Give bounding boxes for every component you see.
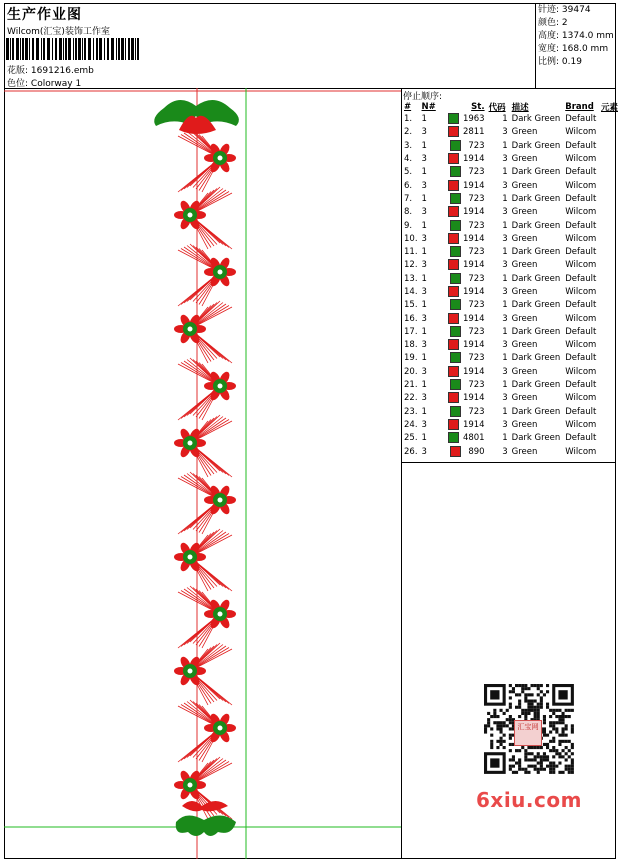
row-index: 24.: [404, 419, 418, 430]
color-swatch: [450, 406, 461, 417]
color-swatch: [448, 206, 459, 217]
brand: Default: [565, 300, 597, 311]
description: Dark Green: [511, 353, 561, 364]
element: [599, 140, 620, 153]
colorway-label: 色位:: [7, 79, 29, 89]
needle-number: 3: [421, 446, 427, 457]
element: [599, 246, 620, 259]
description: Dark Green: [511, 193, 561, 204]
color-swatch: [448, 313, 459, 324]
stitch-count: 723: [446, 406, 487, 419]
thread-code: 1: [502, 247, 508, 258]
stitch-count: 1914: [446, 419, 487, 432]
thread-code: 1: [502, 406, 508, 417]
element: [599, 326, 620, 339]
table-row: [402, 406, 620, 419]
info-stitches: 针迹: 39474: [538, 5, 591, 15]
info-colors: 颜色: 2: [538, 18, 568, 28]
element: [599, 206, 620, 219]
stitch-count: 1914: [446, 392, 487, 405]
needle-number: 1: [421, 220, 427, 231]
element: [599, 113, 620, 126]
thread-code: 1: [502, 433, 508, 444]
brand: Default: [565, 326, 597, 337]
table-row: [402, 153, 620, 166]
thread-code: 3: [502, 446, 508, 457]
element: [599, 392, 620, 405]
pattern-file: [7, 63, 94, 76]
description: Dark Green: [511, 273, 561, 284]
brand: Wilcom: [565, 207, 597, 218]
thread-code: 3: [502, 154, 508, 165]
needle-number: 1: [421, 193, 427, 204]
description: Green: [511, 233, 538, 244]
needle-number: 1: [421, 300, 427, 311]
table-row: [402, 339, 620, 352]
description: Dark Green: [511, 433, 561, 444]
thread-code: 3: [502, 260, 508, 271]
thread-code: 1: [502, 273, 508, 284]
description: Green: [511, 287, 538, 297]
table-row: [402, 326, 620, 339]
info-divider: [535, 3, 536, 88]
brand: Wilcom: [565, 340, 597, 351]
element: [599, 193, 620, 206]
row-index: 21.: [404, 380, 418, 391]
element: [599, 445, 620, 458]
element: [599, 406, 620, 419]
barcode: [6, 38, 142, 60]
table-row: [402, 166, 620, 179]
thread-code: 3: [502, 419, 508, 430]
description: Dark Green: [511, 300, 561, 311]
stitch-count: 723: [446, 166, 487, 179]
table-row: [402, 352, 620, 365]
row-index: 17.: [404, 326, 418, 337]
row-index: 15.: [404, 300, 418, 311]
needle-number: 1: [421, 140, 427, 151]
color-swatch: [450, 379, 461, 390]
brand: Wilcom: [565, 419, 597, 430]
stitch-count: 723: [446, 352, 487, 365]
color-swatch: [448, 113, 459, 124]
element: [599, 339, 620, 352]
element: [599, 312, 620, 325]
element: [599, 432, 620, 445]
description: Green: [511, 366, 538, 377]
needle-number: 1: [421, 167, 427, 178]
row-index: 20.: [404, 366, 418, 377]
color-swatch: [450, 299, 461, 310]
stitch-count: 1914: [446, 179, 487, 192]
row-index: 16.: [404, 313, 418, 324]
row-index: 14.: [404, 287, 418, 297]
needle-number: 3: [421, 233, 427, 244]
needle-number: 3: [421, 393, 427, 404]
thread-code: 3: [502, 233, 508, 244]
row-index: 11.: [404, 247, 418, 258]
brand: Default: [565, 167, 597, 178]
table-row: [402, 299, 620, 312]
needle-number: 3: [421, 127, 427, 138]
info-box: [538, 4, 614, 69]
table-row: [402, 246, 620, 259]
table-row: [402, 392, 620, 405]
description: Green: [511, 446, 538, 457]
element: [599, 419, 620, 432]
table-row: [402, 140, 620, 153]
brand: Default: [565, 433, 597, 444]
stitch-count: 723: [446, 193, 487, 206]
element: [599, 126, 620, 139]
color-swatch: [450, 326, 461, 337]
brand: Wilcom: [565, 366, 597, 377]
stop-sequence-heading: 停止顺序:: [403, 92, 443, 102]
needle-number: 3: [421, 154, 427, 165]
thread-code: 1: [502, 353, 508, 364]
row-index: 25.: [404, 433, 418, 444]
brand: Wilcom: [565, 313, 597, 324]
thread-code: 3: [502, 207, 508, 218]
color-swatch: [448, 126, 459, 137]
stitch-count: 723: [446, 219, 487, 232]
description: Green: [511, 207, 538, 218]
needle-number: 1: [421, 380, 427, 391]
stitch-count: 2811: [446, 126, 487, 139]
brand: Wilcom: [565, 180, 597, 191]
brand: Default: [565, 193, 597, 204]
color-swatch: [448, 286, 459, 297]
company-name: Wilcom(汇宝)装饰工作室: [7, 27, 110, 37]
element: [599, 219, 620, 232]
brand: Default: [565, 114, 597, 125]
thread-code: 3: [502, 127, 508, 138]
needle-number: 3: [421, 366, 427, 377]
element: [599, 366, 620, 379]
table-row: [402, 432, 620, 445]
color-swatch: [450, 446, 461, 457]
row-index: 6.: [404, 180, 413, 191]
stitch-count: 1914: [446, 153, 487, 166]
table-row: [402, 379, 620, 392]
colorway-value: Colorway 1: [30, 79, 82, 89]
brand: Wilcom: [565, 127, 597, 138]
element: [599, 379, 620, 392]
description: Dark Green: [511, 380, 561, 391]
thread-code: 1: [502, 114, 508, 125]
stitch-count: 890: [446, 445, 487, 458]
description: Green: [511, 260, 538, 271]
needle-number: 3: [421, 340, 427, 351]
description: Green: [511, 340, 538, 351]
brand: Wilcom: [565, 233, 597, 244]
brand: Wilcom: [565, 260, 597, 271]
color-swatch: [450, 166, 461, 177]
color-swatch: [448, 419, 459, 430]
stitch-count: 723: [446, 299, 487, 312]
color-swatch: [448, 259, 459, 270]
description: Dark Green: [511, 247, 561, 258]
element: [599, 179, 620, 192]
row-index: 13.: [404, 273, 418, 284]
thread-code: 1: [502, 380, 508, 391]
thread-code: 3: [502, 366, 508, 377]
stitch-count: 1914: [446, 312, 487, 325]
brand: Default: [565, 273, 597, 284]
needle-number: 3: [421, 313, 427, 324]
table-row: [402, 233, 620, 246]
row-index: 18.: [404, 340, 418, 351]
brand: Wilcom: [565, 393, 597, 404]
color-swatch: [448, 432, 459, 443]
description: Dark Green: [511, 140, 561, 151]
color-swatch: [448, 180, 459, 191]
color-swatch: [450, 352, 461, 363]
brand: Default: [565, 247, 597, 258]
qr-badge: 汇宝网: [514, 720, 542, 746]
needle-number: 1: [421, 247, 427, 258]
table-row: [402, 366, 620, 379]
thread-code: 1: [502, 220, 508, 231]
table-row: [402, 286, 620, 299]
thread-code: 1: [502, 300, 508, 311]
color-swatch: [450, 193, 461, 204]
row-index: 19.: [404, 353, 418, 364]
brand: Default: [565, 406, 597, 417]
watermark-logo: 6xiu.com: [476, 788, 582, 812]
row-index: 8.: [404, 207, 413, 218]
color-swatch: [448, 339, 459, 350]
table-row: [402, 206, 620, 219]
stitch-count: 1914: [446, 233, 487, 246]
element: [599, 273, 620, 286]
description: Dark Green: [511, 114, 561, 125]
thread-code: 3: [502, 340, 508, 351]
element: [599, 259, 620, 272]
needle-number: 1: [421, 353, 427, 364]
color-swatch: [448, 153, 459, 164]
brand: Default: [565, 353, 597, 364]
needle-number: 3: [421, 207, 427, 218]
color-swatch: [450, 140, 461, 151]
stitch-count: 1963: [446, 113, 487, 126]
row-index: 23.: [404, 406, 418, 417]
row-index: 10.: [404, 233, 418, 244]
color-swatch: [450, 220, 461, 231]
stitch-count: 723: [446, 246, 487, 259]
stitch-count: 1914: [446, 339, 487, 352]
row-index: 26.: [404, 446, 418, 457]
table-row: [402, 179, 620, 192]
description: Green: [511, 154, 538, 165]
stitch-count: 1914: [446, 259, 487, 272]
row-index: 2.: [404, 127, 413, 138]
table-row: [402, 419, 620, 432]
description: Dark Green: [511, 167, 561, 178]
description: Green: [511, 127, 538, 138]
info-scale: 比例: 0.19: [538, 57, 582, 67]
brand: Default: [565, 140, 597, 151]
description: Green: [511, 180, 538, 191]
thread-code: 3: [502, 287, 508, 297]
table-row: [402, 259, 620, 272]
table-row: [402, 219, 620, 232]
row-index: 4.: [404, 154, 413, 165]
stitch-count: 723: [446, 379, 487, 392]
stop-sequence-table: [402, 100, 620, 459]
thread-code: 3: [502, 180, 508, 191]
table-bottom-divider: [401, 462, 616, 463]
needle-number: 3: [421, 287, 427, 297]
stitch-count: 723: [446, 326, 487, 339]
row-index: 3.: [404, 140, 413, 151]
table-row: [402, 126, 620, 139]
brand: Default: [565, 380, 597, 391]
stitch-count: 1914: [446, 206, 487, 219]
description: Dark Green: [511, 406, 561, 417]
description: Green: [511, 419, 538, 430]
brand: Wilcom: [565, 446, 597, 457]
pattern-label: 花版:: [7, 66, 29, 76]
brand: Wilcom: [565, 287, 597, 297]
row-index: 5.: [404, 167, 413, 178]
row-index: 7.: [404, 193, 413, 204]
description: Dark Green: [511, 326, 561, 337]
table-row: [402, 445, 620, 458]
color-swatch: [448, 233, 459, 244]
stitch-count: 1914: [446, 286, 487, 299]
page-title: 生产作业图: [7, 7, 82, 23]
stitch-count: 723: [446, 273, 487, 286]
table-row: [402, 273, 620, 286]
needle-number: 1: [421, 114, 427, 125]
color-swatch: [450, 273, 461, 284]
thread-code: 3: [502, 393, 508, 404]
info-width: 宽度: 168.0 mm: [538, 44, 609, 54]
element: [599, 233, 620, 246]
stitch-count: 4801: [446, 432, 487, 445]
row-index: 12.: [404, 260, 418, 271]
thread-code: 1: [502, 167, 508, 178]
needle-number: 1: [421, 273, 427, 284]
needle-number: 3: [421, 260, 427, 271]
brand: Default: [565, 220, 597, 231]
description: Green: [511, 313, 538, 324]
color-swatch: [448, 366, 459, 377]
color-swatch: [448, 392, 459, 403]
element: [599, 286, 620, 299]
pattern-value: 1691216.emb: [30, 66, 94, 76]
stitch-count: 723: [446, 140, 487, 153]
color-swatch: [450, 246, 461, 257]
needle-number: 3: [421, 180, 427, 191]
description: Dark Green: [511, 220, 561, 231]
info-height: 高度: 1374.0 mm: [538, 31, 614, 41]
brand: Wilcom: [565, 154, 597, 165]
table-header: # N# St. 代码 描述 Brand 元素: [404, 101, 618, 113]
thread-code: 3: [502, 313, 508, 324]
element: [599, 166, 620, 179]
element: [599, 352, 620, 365]
row-index: 22.: [404, 393, 418, 404]
stitch-count: 1914: [446, 366, 487, 379]
needle-number: 1: [421, 433, 427, 444]
table-row: [402, 193, 620, 206]
row-index: 9.: [404, 220, 413, 231]
thread-code: 1: [502, 140, 508, 151]
element: [599, 153, 620, 166]
element: [599, 299, 620, 312]
embroidery-design-preview: [4, 88, 401, 859]
needle-number: 3: [421, 419, 427, 430]
table-row: [402, 113, 620, 126]
description: Green: [511, 393, 538, 404]
thread-code: 1: [502, 193, 508, 204]
needle-number: 1: [421, 326, 427, 337]
thread-code: 1: [502, 326, 508, 337]
table-row: [402, 312, 620, 325]
row-index: 1.: [404, 114, 413, 125]
needle-number: 1: [421, 406, 427, 417]
